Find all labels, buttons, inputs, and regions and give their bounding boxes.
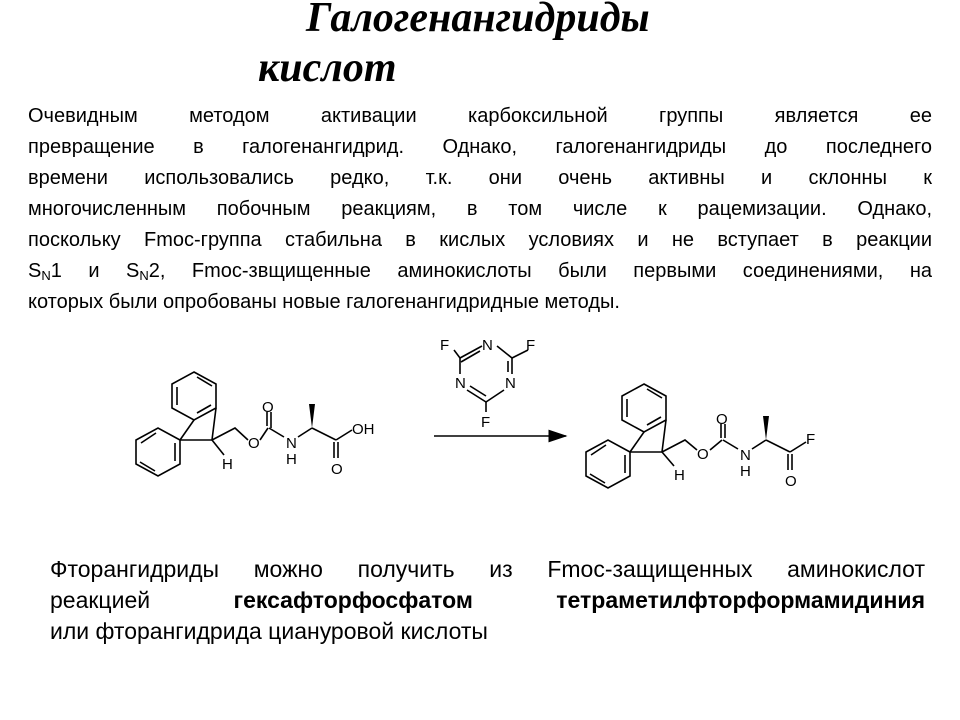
intro-line-2: превращение в галогенангидрид. Однако, галогенангидриды до последнего <box>28 136 932 158</box>
reactant-label-o-acid: O <box>331 461 343 478</box>
conclusion-bold-reagent: гексафторфосфатом тетраметилфторформамидиния <box>233 587 925 613</box>
intro-line-4: многочисленным побочным реакциям, в том числе к рацемизации. Однако, <box>28 198 932 220</box>
reactant-structure <box>136 372 352 476</box>
reaction-scheme <box>0 322 960 512</box>
product-ch-h-bond <box>662 452 674 466</box>
reactant-upper-benzene-ring <box>172 372 216 420</box>
sn1-s: S <box>28 260 42 282</box>
product-label-o-ester: O <box>697 446 709 463</box>
sn2-s: S <box>126 260 140 282</box>
product-label-o-carbonyl: O <box>716 411 728 428</box>
intro-line-1: Очевидным методом активации карбоксильной группы является ее <box>28 105 932 127</box>
conclusion-line-1: Фторангидриды можно получить из Fmoc-защищенных аминокислот <box>50 556 925 582</box>
reactant-ch-h-bond <box>212 440 224 455</box>
product-label-f: F <box>806 431 816 448</box>
reagent-label-f-top-left: F <box>440 337 450 354</box>
reactant-label-oh: OH <box>352 421 375 438</box>
conclusion-line-2-prefix: реакцией <box>50 587 151 613</box>
product-wedge-bond <box>763 416 769 440</box>
intro-paragraph <box>28 101 932 318</box>
reagent-label-f-bottom: F <box>481 414 491 431</box>
product-label-n: N <box>740 447 751 464</box>
page-title-line-2: кислот <box>258 45 397 91</box>
conclusion-paragraph <box>50 553 925 646</box>
conclusion-line-2 <box>50 584 925 615</box>
reagent-label-n-left: N <box>455 375 466 392</box>
product-label-o-acyl: O <box>785 473 797 490</box>
intro-line-7: которых были опробованы новые галогенангидридные методы. <box>28 291 620 313</box>
conclusion-line-3: или фторангидрида циануровой кислоты <box>50 618 488 644</box>
sn2-rest: 2, Fmoc-звщищенные аминокислоты были первыми соединениями, на <box>148 260 932 282</box>
sn2-subscript: N <box>139 268 149 283</box>
intro-line-6 <box>28 256 932 287</box>
reagent-label-n-right: N <box>505 375 516 392</box>
intro-line-5: поскольку Fmoc-группа стабильна в кислых условиях и не вступает в реакции <box>28 229 932 251</box>
reactant-label-o-carbonyl: O <box>262 399 274 416</box>
reactant-wedge-bond <box>309 404 315 428</box>
product-upper-benzene-ring <box>622 384 666 432</box>
intro-line-3: времени использовались редко, т.к. они очень активны и склонны к <box>28 167 932 189</box>
reagent-label-f-top-right: F <box>526 337 536 354</box>
product-lower-benzene-ring <box>586 440 630 488</box>
reagent-label-n-top: N <box>482 337 493 354</box>
reactant-label-nh-h: H <box>286 451 297 468</box>
reactant-label-h: H <box>222 456 233 473</box>
product-structure <box>586 384 806 488</box>
sn1-subscript: N <box>41 268 51 283</box>
page-title-line-1: Галогенангидриды <box>306 0 650 41</box>
product-label-h: H <box>674 467 685 484</box>
reactant-label-n: N <box>286 435 297 452</box>
reactant-label-o-ester: O <box>248 435 260 452</box>
sn1-rest: 1 и <box>50 260 126 282</box>
product-label-nh-h: H <box>740 463 751 480</box>
reactant-lower-benzene-ring <box>136 428 180 476</box>
